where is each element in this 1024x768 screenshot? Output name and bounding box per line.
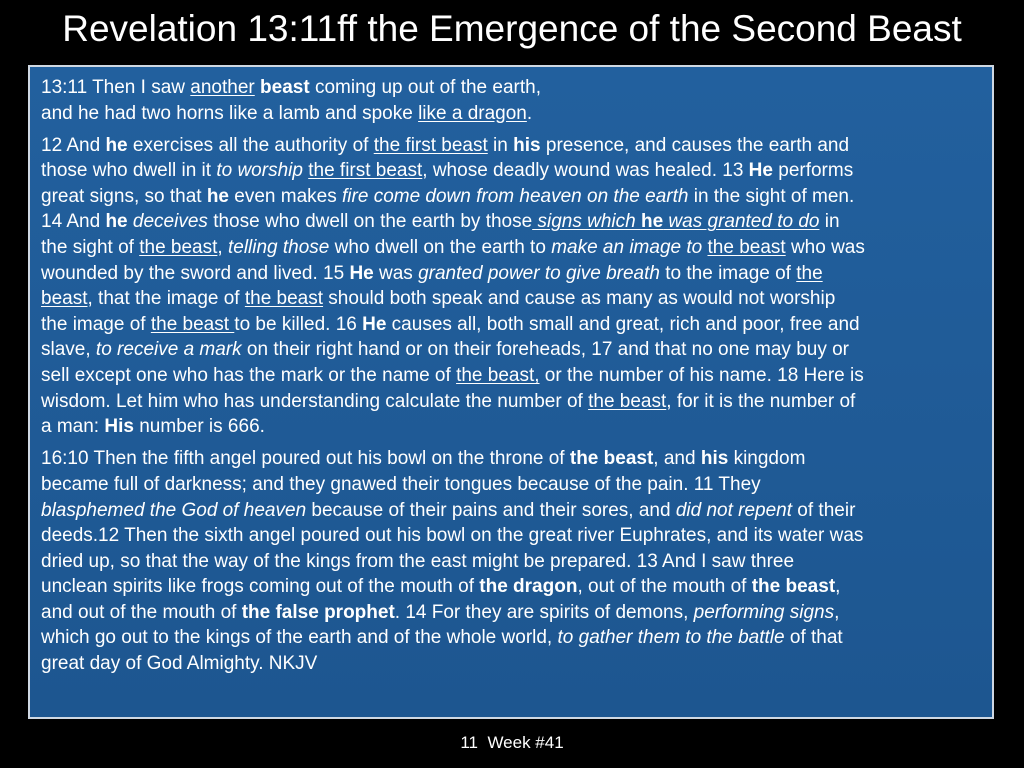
text-segment: to the image of (659, 262, 797, 284)
text-segment: he (206, 185, 230, 207)
text-segment: the sight of (41, 237, 140, 259)
text-segment: to be killed. 16 (234, 313, 363, 335)
text-segment: wisdom. Let him who has understanding calculate the number of (41, 390, 589, 412)
text-segment: the beast (751, 576, 836, 598)
text-segment: was (373, 262, 419, 284)
text-line (41, 651, 982, 677)
text-segment: was granted to do (663, 211, 820, 233)
text-segment: became full of darkness; and they gnawed their tongues because of the pain. 11 They (41, 473, 761, 495)
text-segment: who was (785, 237, 865, 259)
text-segment: coming up out of the earth, (309, 77, 541, 98)
text-segment: a man: (41, 416, 105, 438)
text-line (41, 158, 982, 184)
text-segment: signs which (532, 211, 641, 233)
text-line (41, 101, 982, 127)
text-segment: He (362, 313, 387, 335)
text-segment: great signs, so that (41, 185, 207, 207)
text-segment: the beast, (456, 365, 540, 387)
slide-footer (0, 732, 1024, 754)
text-segment: granted power to give breath (418, 262, 660, 284)
text-line (41, 312, 982, 338)
text-segment: great day of God Almighty. NKJV (41, 653, 318, 675)
text-segment: the beast (588, 390, 667, 412)
text-segment: the dragon (479, 576, 578, 598)
text-line (41, 472, 982, 498)
text-segment: to gather them to the battle (557, 627, 785, 649)
text-line (41, 133, 982, 159)
text-segment: the beast (150, 313, 235, 335)
text-segment: performs (772, 160, 854, 182)
text-line (41, 498, 982, 524)
text-segment: he (105, 134, 128, 156)
text-segment: 16:10 Then the fifth angel poured out his bowl on the throne of (41, 448, 570, 470)
text-segment: make an image to (551, 237, 703, 259)
text-line (41, 261, 982, 287)
text-line (41, 337, 982, 363)
text-segment: deeds.12 Then the sixth angel poured out his bowl on the great river Euphrates, and its water was (41, 525, 864, 547)
text-line (41, 389, 982, 415)
text-line (41, 523, 982, 549)
text-segment: the beast (569, 448, 654, 470)
text-segment: sell except one who has the mark or the name of (41, 365, 457, 387)
text-segment: who dwell on the earth to (329, 237, 552, 259)
text-line (41, 363, 982, 389)
text-segment: blasphemed the God of heaven (41, 499, 307, 521)
text-segment: performing signs (693, 601, 835, 623)
text-segment: kingdom (728, 448, 806, 470)
text-line (41, 600, 982, 626)
text-segment: the first beast (373, 134, 488, 156)
slide-title: Revelation 13:11ff the Emergence of the Second Beast (62, 8, 962, 49)
scripture-text-box (28, 65, 994, 719)
text-line (41, 574, 982, 600)
text-segment: those who dwell on the earth by those (207, 211, 533, 233)
text-segment: telling those (227, 237, 330, 259)
text-line (41, 414, 982, 440)
text-segment: the beast (707, 237, 786, 259)
text-segment: in (819, 211, 840, 233)
text-segment: , (217, 237, 228, 259)
text-segment: wounded by the sword and lived. 15 (41, 262, 350, 284)
text-segment: beast (41, 288, 88, 310)
text-segment: dried up, so that the way of the kings from the east might be prepared. 13 And I saw three (41, 550, 795, 572)
text-segment: deceives (132, 211, 208, 233)
text-segment: , and (653, 448, 701, 470)
text-line (41, 184, 982, 210)
text-segment: of their (792, 499, 856, 521)
text-segment: he (105, 211, 128, 233)
text-segment: unclean spirits like frogs coming out of the mouth of (41, 576, 480, 598)
text-segment: , (834, 601, 840, 623)
text-segment: . 14 For they are spirits of demons, (394, 601, 694, 623)
text-segment: . (526, 102, 533, 124)
text-segment: even makes (229, 185, 343, 207)
text-segment: , that the image of (87, 288, 245, 310)
verse-block-13-12-18 (41, 133, 982, 440)
text-segment: , (835, 576, 841, 598)
text-line (41, 209, 982, 235)
text-segment: the false prophet (241, 601, 395, 623)
text-segment: He (349, 262, 374, 284)
text-segment: and he had two horns like a lamb and spoke (41, 102, 419, 124)
text-segment: like a dragon (418, 102, 527, 124)
verse-block-13-11 (41, 75, 982, 126)
text-segment: slave, (41, 339, 96, 361)
text-segment: He (748, 160, 773, 182)
text-segment: , for it is the number of (666, 390, 856, 412)
text-segment: he (640, 211, 664, 233)
text-segment: those who dwell in it (41, 160, 217, 182)
text-segment: number is 666. (133, 416, 265, 438)
text-segment: in (487, 134, 514, 156)
text-segment: , out of the mouth of (577, 576, 752, 598)
text-segment: or the number of his name. 18 Here is (539, 365, 864, 387)
text-segment: the image of (41, 313, 151, 335)
text-segment: to receive a mark (95, 339, 242, 361)
text-line (41, 549, 982, 575)
text-segment: another (190, 77, 255, 98)
text-segment: did not repent (675, 499, 793, 521)
text-segment: exercises all the authority of (127, 134, 374, 156)
text-segment: of that (784, 627, 843, 649)
text-segment: and out of the mouth of (41, 601, 242, 623)
text-line (41, 286, 982, 312)
text-segment: 13:11 Then I saw (41, 77, 191, 98)
text-segment: his (513, 134, 541, 156)
text-segment: the beast (139, 237, 218, 259)
text-segment: the beast (244, 288, 324, 310)
text-segment: causes all, both small and great, rich and poor, free and (386, 313, 860, 335)
text-line (41, 235, 982, 261)
text-line (41, 625, 982, 651)
text-line (41, 446, 982, 472)
text-segment: presence, and causes the earth and (540, 134, 850, 156)
text-segment: His (104, 416, 134, 438)
text-segment: fire come down from heaven on the earth (342, 185, 689, 207)
text-segment: his (700, 448, 729, 470)
verse-block-16-10-14 (41, 446, 982, 676)
text-segment: 14 And (41, 211, 106, 233)
page-number: 11 (460, 733, 478, 752)
text-segment: 12 And (41, 134, 106, 156)
text-segment: beast (260, 77, 310, 98)
text-segment: the first beast (308, 160, 423, 182)
text-segment: on their right hand or on their foreheads, 17 and that no one may buy or (241, 339, 849, 361)
text-segment: should both speak and cause as many as would not worship (323, 288, 836, 310)
text-segment: the (796, 262, 823, 284)
week-label: Week #41 (487, 733, 564, 752)
text-segment: to worship (216, 160, 303, 182)
text-line (41, 75, 982, 101)
text-segment: in the sight of men. (688, 185, 855, 207)
text-segment: which go out to the kings of the earth and of the whole world, (41, 627, 558, 649)
text-segment: because of their pains and their sores, and (306, 499, 676, 521)
text-segment: , whose deadly wound was healed. 13 (422, 160, 749, 182)
